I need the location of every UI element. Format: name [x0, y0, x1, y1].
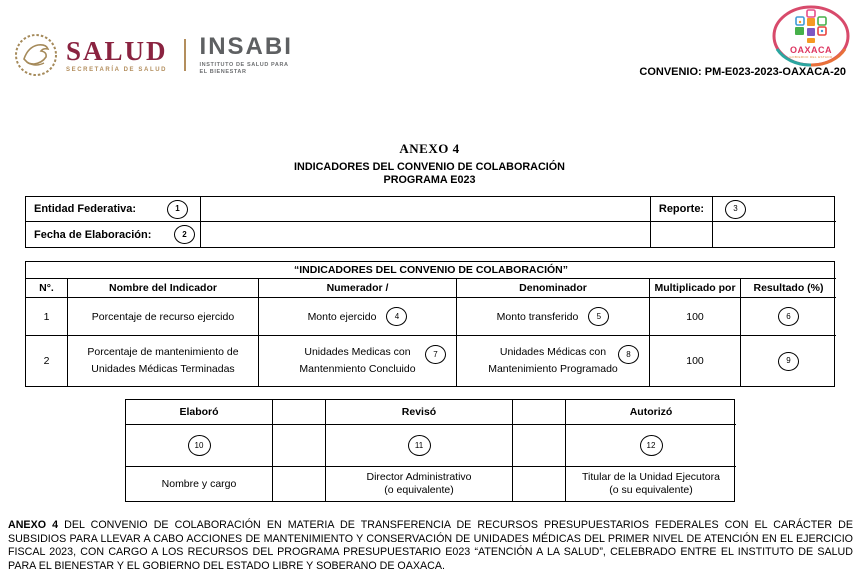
sig-gap-3: [273, 425, 326, 467]
reporte-empty-value-cell: [713, 222, 836, 247]
ref-marker-12: [640, 435, 663, 456]
ref-marker-7: [425, 345, 446, 364]
row1-multiplicador: 100: [650, 298, 741, 336]
ref-marker-3: [725, 200, 746, 219]
salud-wordmark: SALUD: [66, 35, 168, 66]
ref-marker-5: [588, 307, 609, 326]
col-header-multiplicado: Multiplicado por: [650, 279, 741, 298]
salud-subtitle: SECRETARÍA DE SALUD: [66, 66, 168, 73]
row2-denominador-line2: Mantenimiento Programado: [488, 363, 618, 375]
row2-nombre-line1: Porcentaje de mantenimiento de: [87, 346, 239, 358]
ref-marker-4: [386, 307, 407, 326]
anexo-title: ANEXO 4: [399, 141, 460, 156]
insabi-logo: [200, 35, 293, 75]
ref-marker-11: [408, 435, 431, 456]
reviso-signature-cell: [326, 425, 513, 467]
document-title: [0, 141, 859, 186]
ref-marker-9: [778, 352, 799, 371]
subtitle-line-2: PROGRAMA E023: [383, 173, 476, 186]
row2-nombre-line2: Unidades Médicas Terminadas: [91, 363, 235, 375]
insabi-subtitle-line2: EL BIENESTAR: [199, 68, 247, 75]
ref-marker-9-number: 9: [786, 356, 791, 365]
insabi-wordmark: INSABI: [199, 33, 293, 60]
insabi-subtitle-line1: INSTITUTO DE SALUD PARA: [199, 62, 289, 68]
salud-eagle-icon: [14, 33, 58, 77]
fecha-elaboracion-value-cell: [201, 222, 651, 247]
document-subtitle: [0, 161, 859, 186]
reporte-value-cell: [713, 197, 836, 222]
reporte-label-cell: Reporte:: [651, 197, 713, 222]
fecha-elaboracion-label: Fecha de Elaboración:: [34, 228, 152, 241]
col-header-resultado: Resultado (%): [741, 279, 836, 298]
ref-marker-10: [188, 435, 211, 456]
convenio-number: CONVENIO: PM-E023-2023-OAXACA-20: [639, 66, 846, 78]
reviso-header: Revisó: [326, 400, 513, 425]
ref-marker-1-number: 1: [175, 204, 180, 213]
row1-nombre: Porcentaje de recurso ejercido: [68, 298, 259, 336]
ref-marker-6: [778, 307, 799, 326]
ref-marker-4-number: 4: [394, 311, 400, 321]
entidad-federativa-value-cell: [201, 197, 651, 222]
entidad-federativa-cell: [26, 197, 201, 222]
row1-denominador: [457, 298, 650, 336]
oaxaca-wordmark: OAXACA: [789, 45, 833, 55]
row2-nombre: [68, 336, 259, 386]
info-table: [25, 196, 835, 248]
row2-numerador-line2: Mantenmiento Concluido: [299, 363, 416, 375]
row2-denominador-line1: Unidades Médicas con: [499, 346, 607, 358]
ref-marker-6-number: 6: [786, 311, 791, 321]
row1-resultado: [741, 298, 836, 336]
row2-resultado: [741, 336, 836, 386]
row2-num: 2: [26, 336, 68, 386]
ref-marker-8: [618, 345, 639, 364]
elaboro-title-cell: [126, 467, 273, 501]
row1-denominador-text: Monto transferido: [496, 310, 579, 323]
col-header-num: N°.: [26, 279, 68, 298]
sig-gap-1: [273, 400, 326, 425]
signature-table: [125, 399, 735, 502]
ref-marker-2-number: 2: [182, 229, 187, 239]
indicators-table: [25, 261, 835, 387]
row2-denominador: [457, 336, 650, 386]
indicators-table-title: “INDICADORES DEL CONVENIO DE COLABORACIÓN”: [26, 262, 836, 279]
reviso-title-line1: Director Administrativo: [366, 471, 472, 483]
oaxaca-emblem-icon: [771, 5, 851, 69]
elaboro-header: Elaboró: [126, 400, 273, 425]
autorizo-header: Autorizó: [566, 400, 736, 425]
insabi-subtitle: [200, 62, 293, 75]
footnote-text: DEL CONVENIO DE COLABORACIÓN EN MATERIA DE TRANSFERENCIA DE RECURSOS PRESUPUESTARIOS FEDERALES CON EL CARÁCTER DE SUBSIDIOS PARA LLEVAR A CABO ACCIONES DE MANTENIMIENTO Y CONSERVACIÓN DE UNIDADES MÉDICAS DEL PRIMER NIVEL DE ATENCIÓN EN EL EJERCICIO FISCAL 2023, CON CARGO A LOS RECURSOS DEL PROGRAMA PRESUPUESTARIO E023 “ATENCIÓN A LA SALUD”, CELEBRADO ENTRE EL INSTITUTO DE SALUD PARA EL BIENESTAR Y EL GOBIERNO DEL ESTADO LIBRE Y SOBERANO DE OAXACA.: [8, 519, 853, 573]
oaxaca-subtitle: GOBIERNO DEL ESTADO: [789, 55, 833, 59]
row2-numerador: [259, 336, 457, 386]
ref-marker-11-number: 11: [414, 440, 424, 450]
reviso-title-line2: (o equivalente): [384, 484, 454, 496]
ref-marker-2: [174, 225, 195, 244]
row1-numerador-text: Monto ejercido: [307, 310, 377, 323]
reporte-empty-cell: [651, 222, 713, 247]
ref-marker-3-number: 3: [733, 204, 738, 213]
footnote-bold-prefix: ANEXO 4: [8, 519, 59, 531]
row2-numerador-line1: Unidades Medicas con: [304, 346, 411, 358]
ref-marker-7-number: 7: [433, 349, 438, 359]
salud-logo: [66, 35, 168, 73]
autorizo-title-line1: Titular de la Unidad Ejecutora: [582, 471, 720, 483]
footnote-paragraph: [8, 519, 853, 574]
ref-marker-10-number: 10: [194, 440, 204, 450]
ref-marker-5-number: 5: [596, 311, 602, 321]
entidad-federativa-label: Entidad Federativa:: [34, 203, 137, 215]
row1-num: 1: [26, 298, 68, 336]
reviso-title-cell: [326, 467, 513, 501]
autorizo-title-cell: [566, 467, 736, 501]
sig-gap-5: [273, 467, 326, 501]
sig-gap-2: [513, 400, 566, 425]
elaboro-title-line1: Nombre y cargo: [161, 477, 237, 490]
row2-multiplicador: 100: [650, 336, 741, 386]
row1-numerador: [259, 298, 457, 336]
ref-marker-12-number: 12: [646, 440, 656, 450]
fecha-elaboracion-cell: [26, 222, 201, 247]
autorizo-signature-cell: [566, 425, 736, 467]
logo-divider: [184, 39, 186, 71]
col-header-denominador: Denominador: [457, 279, 650, 298]
sig-gap-6: [513, 467, 566, 501]
government-logos: [14, 33, 293, 77]
elaboro-signature-cell: [126, 425, 273, 467]
autorizo-title-line2: (o su equivalente): [609, 484, 693, 496]
sig-gap-4: [513, 425, 566, 467]
ref-marker-1: [167, 200, 188, 219]
col-header-nombre: Nombre del Indicador: [68, 279, 259, 298]
col-header-numerador: Numerador /: [259, 279, 457, 298]
subtitle-line-1: INDICADORES DEL CONVENIO DE COLABORACIÓN: [294, 161, 565, 173]
ref-marker-8-number: 8: [626, 349, 631, 359]
